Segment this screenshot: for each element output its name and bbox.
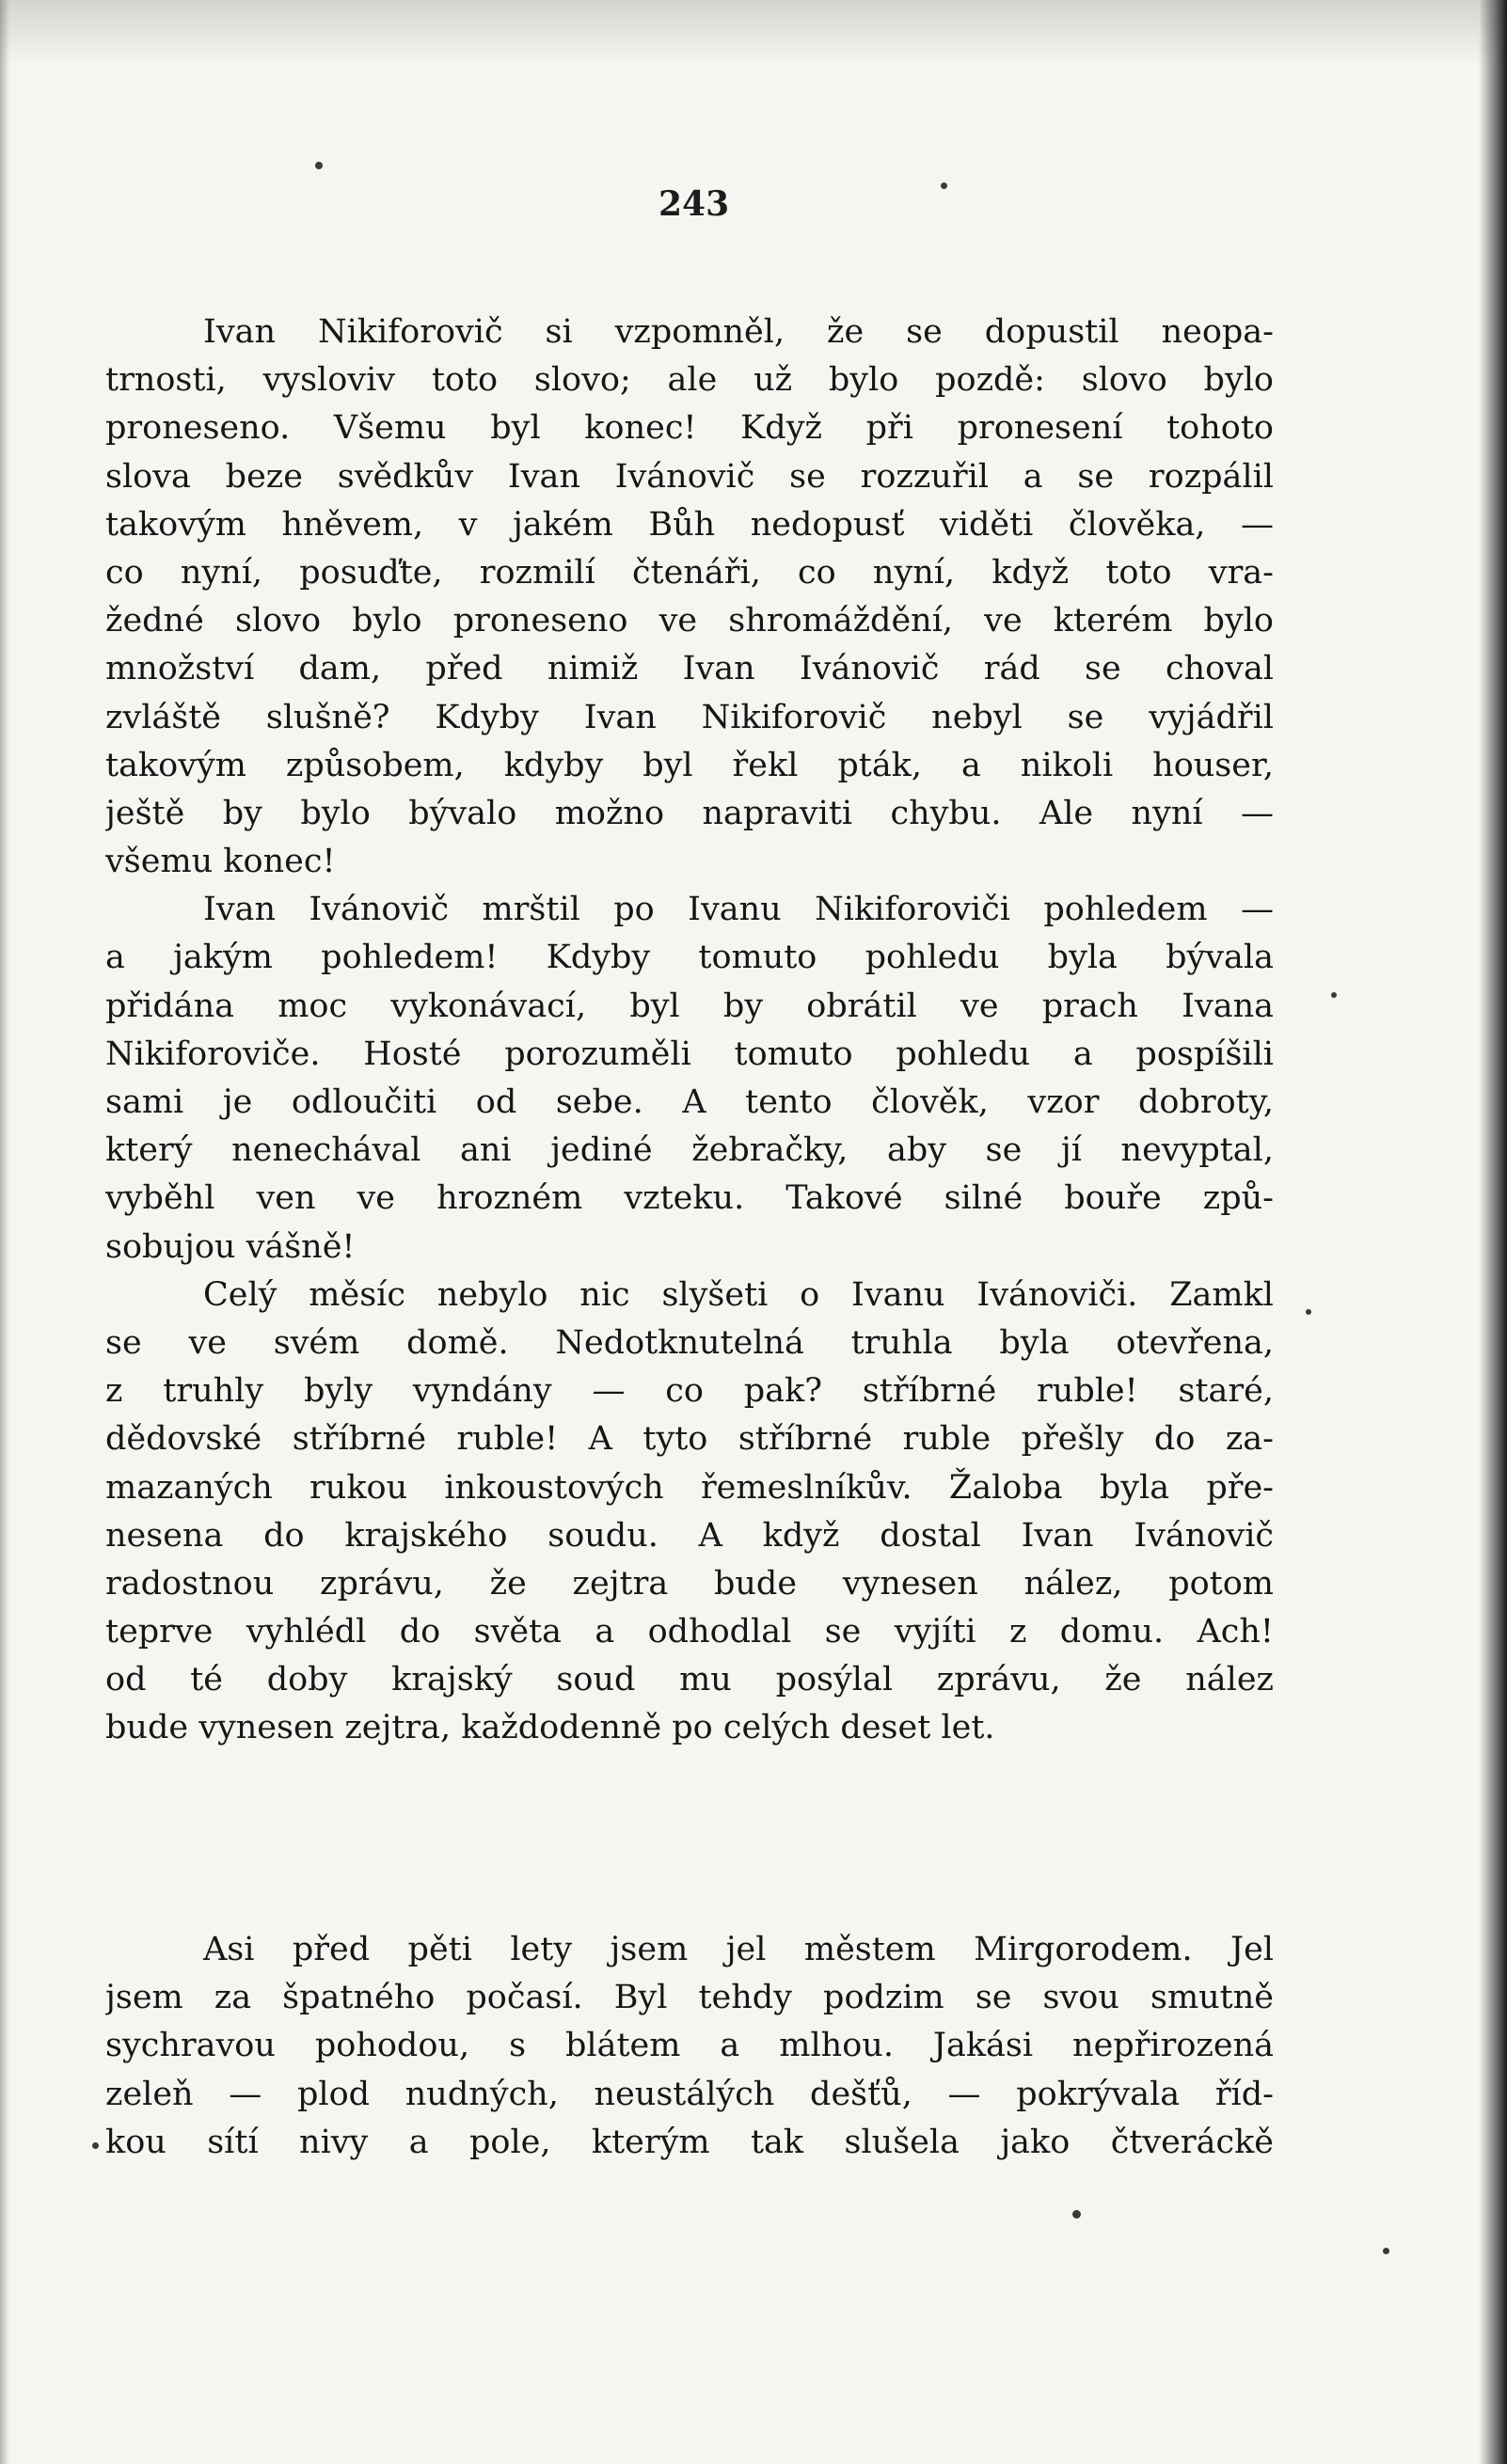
text-line: od té doby krajský soud mu posýlal zprávu, že nález (105, 1661, 1274, 1699)
text-line: přidána moc vykonávací, byl by obrátil ve prach Ivana (105, 987, 1274, 1025)
text-line: radostnou zprávu, že zejtra bude vynesen nález, potom (105, 1564, 1274, 1603)
text-line: Nikiforoviče. Hosté porozuměli tomuto pohledu a pospíšili (105, 1035, 1274, 1073)
text-line: teprve vyhlédl do světa a odhodlal se vyjíti z domu. Ach! (105, 1613, 1274, 1651)
text-line: který nenechával ani jediné žebračky, aby se jí nevyptal, (105, 1131, 1274, 1170)
page-binding-edge (1479, 0, 1507, 2464)
text-line: zeleň — plod nudných, neustálých dešťů, — pokrývala říd- (105, 2075, 1274, 2113)
text-line: co nyní, posuďte, rozmilí čtenáři, co nyní, když toto vra- (105, 553, 1274, 592)
text-line: množství dam, před nimiž Ivan Ivánovič rád se choval (105, 650, 1274, 688)
text-line: sychravou pohodou, s blátem a mlhou. Jakási nepřirozená (105, 2027, 1274, 2065)
text-line: všemu konec! (105, 843, 336, 881)
text-line: sobujou vášně! (105, 1227, 356, 1266)
text-block-new-section (105, 1926, 1274, 2167)
page-shadow-top (0, 0, 1507, 66)
paragraph-4 (105, 1926, 1274, 2167)
paragraph-2 (105, 886, 1274, 1271)
scan-speck (1072, 2210, 1081, 2219)
text-block-main (105, 308, 1274, 1753)
text-line: takovým hněvem, v jakém Bůh nedopusť viděti člověka, — (105, 505, 1274, 544)
text-line: z truhly byly vyndány — co pak? stříbrné ruble! staré, (105, 1372, 1274, 1411)
text-line: zvláště slušně? Kdyby Ivan Nikiforovič nebyl se vyjádřil (105, 698, 1274, 736)
paragraph-3 (105, 1271, 1274, 1753)
text-line: trnosti, vysloviv toto slovo; ale už bylo pozdě: slovo bylo (105, 361, 1274, 400)
text-line: sami je odloučiti od sebe. A tento člověk, vzor dobroty, (105, 1083, 1274, 1121)
text-line: a jakým pohledem! Kdyby tomuto pohledu byla bývala (105, 939, 1274, 977)
text-line: Ivan Ivánovič mrštil po Ivanu Nikiforoviči pohledem — (203, 891, 1274, 929)
text-line: slova beze svědkův Ivan Ivánovič se rozzuřil a se rozpálil (105, 457, 1274, 496)
page-number: 243 (658, 184, 730, 224)
text-line: dědovské stříbrné ruble! A tyto stříbrné ruble přešly do za- (105, 1420, 1274, 1459)
text-line: Ivan Nikiforovič si vzpomněl, že se dopustil neopa- (203, 313, 1274, 351)
text-line: Celý měsíc nebylo nic slyšeti o Ivanu Ivánoviči. Zamkl (203, 1275, 1274, 1314)
text-line: jsem za špatného počasí. Byl tehdy podzim se svou smutně (105, 1979, 1274, 2017)
text-line: vyběhl ven ve hrozném vzteku. Takové silné bouře způ- (105, 1179, 1274, 1218)
scan-speck (315, 162, 323, 169)
text-line: ještě by bylo bývalo možno napraviti chybu. Ale nyní — (105, 794, 1274, 832)
text-line: proneseno. Všemu byl konec! Když při pronesení tohoto (105, 409, 1274, 448)
scan-speck (1383, 2248, 1389, 2254)
text-line: nesena do krajského soudu. A když dostal Ivan Ivánovič (105, 1516, 1274, 1555)
scan-speck (92, 2142, 99, 2149)
text-line: Asi před pěti lety jsem jel městem Mirgorodem. Jel (203, 1931, 1274, 1968)
text-line: žedné slovo bylo proneseno ve shromáždění, ve kterém bylo (105, 602, 1274, 640)
scan-speck (1331, 992, 1337, 998)
paragraph-1 (105, 308, 1274, 886)
text-line: bude vynesen zejtra, každodenně po celých deset let. (105, 1709, 995, 1747)
page-shadow-left (0, 0, 9, 2464)
scan-speck (941, 182, 947, 189)
text-line: kou sítí nivy a pole, kterým tak slušela jako čtveráckě (105, 2123, 1274, 2161)
text-line: mazaných rukou inkoustových řemeslníkův. Žaloba byla pře- (105, 1468, 1274, 1507)
scan-speck (1306, 1309, 1311, 1315)
text-line: se ve svém domě. Nedotknutelná truhla byla otevřena, (105, 1323, 1274, 1362)
text-line: takovým způsobem, kdyby byl řekl pták, a nikoli houser, (105, 746, 1274, 784)
